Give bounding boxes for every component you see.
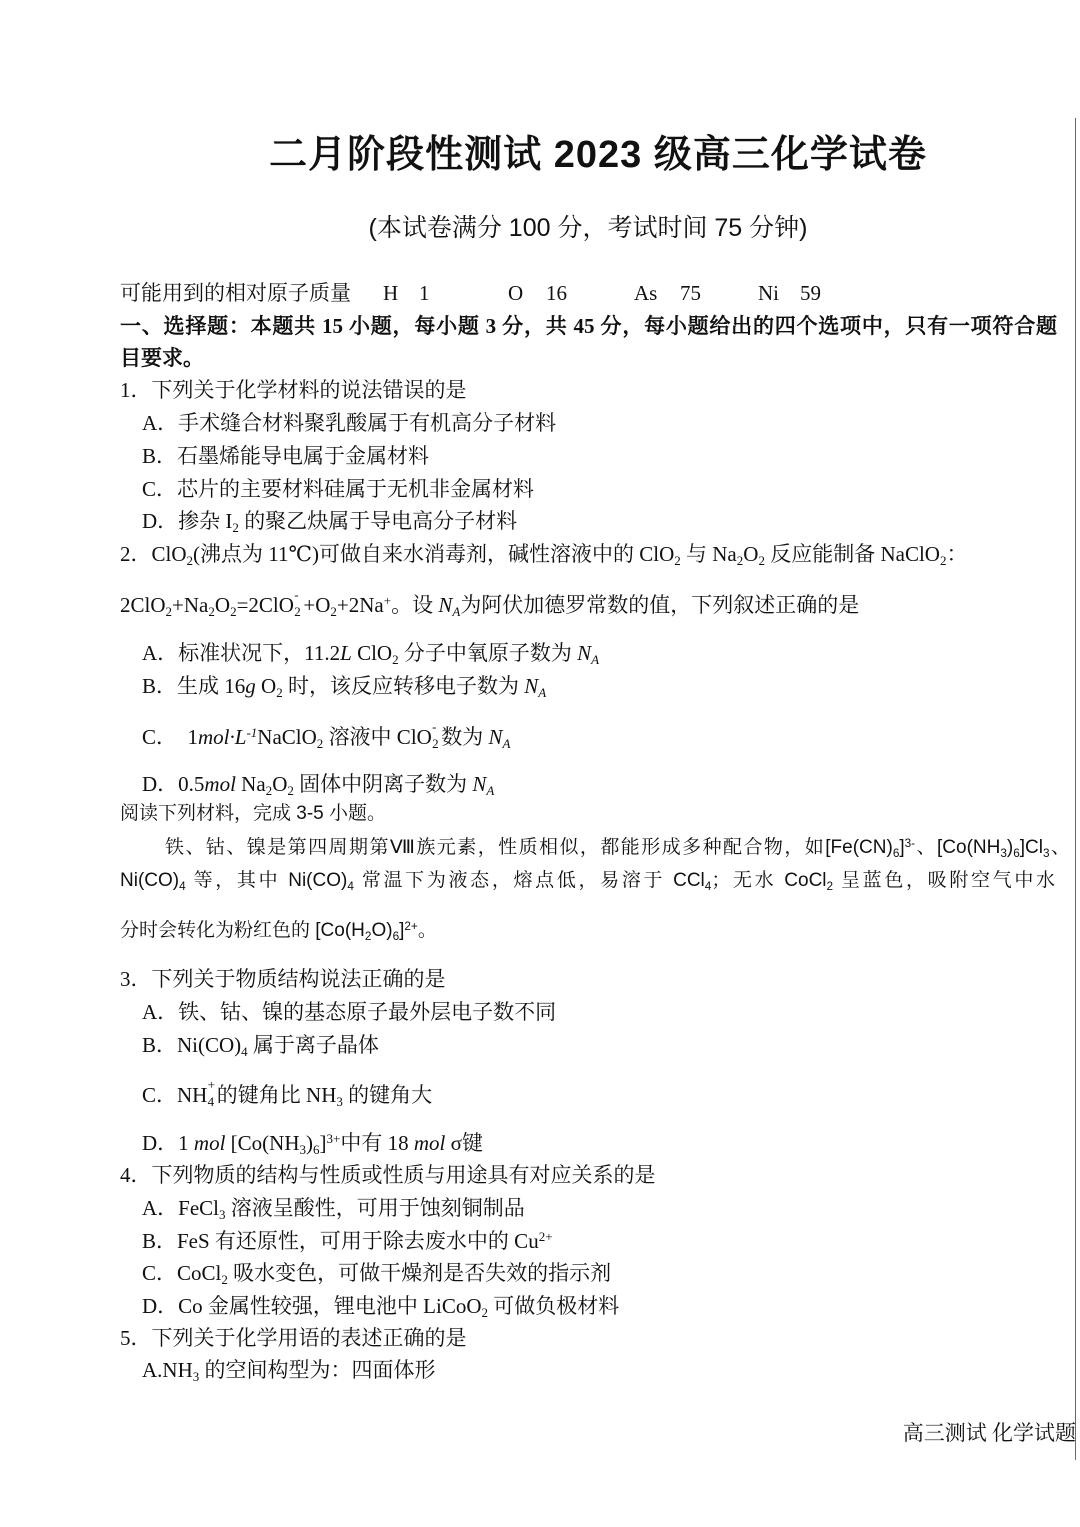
subscript: 2	[221, 1271, 228, 1287]
atomic-mass-line	[0, 278, 1080, 308]
ion-charge-stack	[294, 587, 303, 620]
subscript: 4	[207, 1094, 215, 1110]
superscript: -	[432, 719, 437, 735]
text-run: 。设	[391, 593, 439, 617]
exam-title: 二月阶段性测试 2023 级高三化学试卷	[269, 134, 927, 176]
reading-passage-line	[120, 916, 437, 946]
text-run: +Na	[172, 593, 209, 617]
element-mass: 16	[546, 281, 567, 305]
text-run: ]Cl	[1019, 837, 1043, 858]
text-run: A.NH	[142, 1358, 193, 1382]
question-1-option-d	[142, 506, 517, 536]
subscript: 3	[1000, 846, 1007, 860]
question-3-option-a	[142, 997, 556, 1027]
text-run: 的键角比 NH	[216, 1083, 337, 1107]
section-heading-continued: 目要求。	[120, 346, 204, 370]
text-run: B．Ni(CO)	[142, 1033, 242, 1057]
text-run: D．1	[142, 1131, 194, 1155]
subscript: 2	[432, 736, 439, 752]
text-run: D．0.5	[142, 772, 205, 796]
superscript: 3+	[326, 1130, 341, 1146]
element-symbol: Ni	[758, 281, 779, 305]
text-run: 呈蓝色，吸附空气中水	[833, 870, 1056, 891]
text-run: 。	[417, 920, 437, 941]
question-1-option-a	[142, 408, 556, 438]
italic-run: mol	[193, 1131, 226, 1155]
subscript: 2	[265, 782, 273, 798]
question-2-option-b	[142, 671, 546, 701]
italic-superscript: -1	[246, 724, 258, 740]
text-run: 溶液中 ClO	[323, 725, 432, 749]
reading-instruction: 阅读下列材料，完成 3-5 小题。	[120, 803, 387, 824]
subscript: 2	[232, 519, 239, 535]
text-run: NaClO	[257, 725, 317, 749]
subscript: 2	[287, 782, 294, 798]
subscript: 2	[392, 651, 399, 667]
subscript: 2	[939, 552, 947, 568]
italic-run: N	[438, 593, 453, 617]
reading-passage-line	[120, 833, 1070, 863]
element-mass: 1	[419, 281, 430, 305]
text-run: 溶液呈酸性，可用于蚀刻铜制品	[225, 1196, 525, 1220]
text-run: ；无水 CoCl	[711, 870, 827, 891]
text-run: B．FeS 有还原性，可用于除去废水中的 Cu	[142, 1229, 539, 1253]
italic-run: N	[577, 641, 592, 665]
question-1-stem	[120, 375, 467, 405]
question-4-option-b	[142, 1226, 553, 1256]
italic-run: L	[340, 641, 352, 665]
subscript: 3	[219, 1206, 226, 1222]
text-run: ：	[946, 542, 968, 566]
text-run: A．FeCl	[142, 1196, 220, 1220]
text-run: 时，该反应转移电子数为	[282, 674, 525, 698]
text-run: ]	[899, 837, 905, 858]
text-run: A．手术缝合材料聚乳酸属于有机高分子材料	[142, 411, 557, 435]
subscript: 4	[704, 879, 712, 893]
element-symbol: As	[634, 281, 658, 305]
text-run: Ni(CO)	[120, 870, 180, 891]
text-run: 、[Co(NH	[915, 837, 1001, 858]
text-run: 中有 18	[340, 1131, 414, 1155]
subscript: 4	[241, 1043, 248, 1059]
text-run: O	[214, 593, 231, 617]
italic-subscript: A	[591, 651, 600, 667]
text-run: =2ClO	[236, 593, 294, 617]
subscript: 6	[313, 1141, 320, 1157]
page-edge-line	[1075, 118, 1076, 1460]
superscript: -	[294, 587, 299, 603]
superscript: +	[207, 1077, 215, 1093]
superscript: +	[383, 592, 392, 608]
text-run: 反应能制备 NaClO	[764, 542, 940, 566]
italic-run: mol·L	[198, 725, 247, 749]
element-symbol: O	[508, 281, 524, 305]
text-run: ClO	[351, 641, 393, 665]
question-1-option-c	[142, 474, 534, 504]
text-run: 4．下列物质的结构与性质或性质与用途具有对应关系的是	[120, 1163, 656, 1187]
superscript: 2+	[404, 919, 418, 933]
text-run: )	[306, 1131, 314, 1155]
italic-run: N	[488, 725, 503, 749]
subscript: 3	[192, 1368, 200, 1384]
exam-subtitle: (本试卷满分 100 分，考试时间 75 分钟)	[368, 214, 808, 242]
question-4-stem	[120, 1160, 656, 1190]
question-2-stem	[120, 539, 967, 569]
subscript: 2	[364, 929, 372, 943]
question-1-option-b	[142, 441, 429, 471]
subscript: 4	[179, 879, 186, 893]
text-run: ]	[399, 920, 405, 941]
page-footer: 高三测试 化学试题	[902, 1421, 1076, 1445]
text-run: B．石墨烯能导电属于金属材料	[142, 444, 430, 468]
text-run: 5．下列关于化学用语的表述正确的是	[120, 1326, 467, 1350]
text-run: 的聚乙炔属于导电高分子材料	[238, 509, 518, 533]
ion-charge-stack	[432, 719, 441, 752]
ion-charge-stack	[207, 1077, 216, 1110]
text-run: 与 Na	[680, 542, 737, 566]
italic-subscript: A	[502, 735, 511, 751]
text-run: O	[255, 674, 277, 698]
italic-subscript: A	[452, 603, 461, 619]
text-run: 为阿伏加德罗常数的值，下列叙述正确的是	[460, 593, 860, 617]
text-run: D．Co 金属性较强，锂电池中 LiCoO	[142, 1294, 482, 1318]
text-run: ]	[319, 1131, 327, 1155]
text-run: 属于离子晶体	[247, 1033, 379, 1057]
question-2-option-a	[142, 638, 599, 668]
subscript: 6	[1013, 846, 1020, 860]
question-4-option-d	[142, 1291, 619, 1321]
subscript: 2	[230, 603, 237, 619]
subscript: 2	[316, 735, 324, 751]
element-symbol: H	[383, 281, 399, 305]
text-run: 可做负极材料	[488, 1294, 620, 1318]
text-run: 数为	[441, 725, 489, 749]
element-mass: 75	[680, 281, 701, 305]
subscript: 2	[736, 552, 744, 568]
italic-run: mol	[204, 772, 236, 796]
text-run: 分子中氧原子数为	[398, 641, 578, 665]
subscript: 2	[294, 604, 301, 620]
italic-run: mol	[413, 1131, 446, 1155]
subscript: 4	[347, 879, 354, 893]
subscript: 2	[826, 879, 834, 893]
subscript: 2	[330, 603, 337, 619]
text-run: 的空间构型为：四面体形	[199, 1358, 436, 1382]
text-run: [Co(NH	[225, 1131, 300, 1155]
subscript: 2	[165, 603, 173, 619]
question-4-option-c	[142, 1258, 611, 1288]
italic-run: g	[245, 674, 256, 698]
element-mass: 59	[800, 281, 821, 305]
text-run: O)	[371, 920, 393, 941]
question-2-equation	[120, 587, 860, 620]
subscript: 2	[758, 552, 765, 568]
question-2-option-d	[142, 769, 494, 799]
italic-subscript: A	[486, 782, 495, 798]
subscript: 2	[481, 1304, 489, 1320]
question-2-option-c	[142, 719, 511, 752]
text-run: A．铁、钴、镍的基态原子最外层电子数不同	[142, 1000, 557, 1024]
text-run: 2．ClO	[120, 542, 187, 566]
subscript: 2	[208, 603, 215, 619]
text-run: 的键角大	[342, 1083, 433, 1107]
text-run: 固体中阴离子数为	[293, 772, 473, 796]
text-run: C．NH	[142, 1083, 208, 1107]
subscript: 3	[1043, 846, 1050, 860]
text-run: 1．下列关于化学材料的说法错误的是	[120, 378, 467, 402]
italic-run: N	[524, 674, 539, 698]
superscript: 2+	[538, 1228, 553, 1244]
text-run: A．标准状况下，11.2	[142, 641, 341, 665]
text-run: )	[1006, 837, 1014, 858]
subscript: 3	[299, 1141, 307, 1157]
question-3-option-c	[142, 1077, 433, 1110]
subscript: 2	[276, 684, 283, 700]
italic-subscript: A	[538, 684, 547, 700]
text-run: O	[743, 542, 759, 566]
superscript: 3-	[904, 836, 916, 850]
text-run: 2ClO	[120, 593, 166, 617]
subscript: 3	[336, 1093, 343, 1109]
question-3-option-d	[142, 1128, 483, 1158]
question-4-option-a	[142, 1193, 525, 1223]
text-run: 吸水变色，可做干燥剂是否失效的指示剂	[227, 1261, 612, 1285]
text-run: 铁、钴、镍是第四周期第Ⅷ族元素，性质相似，都能形成多种配合物，如[Fe(CN)	[165, 837, 893, 858]
text-run: B．生成 16	[142, 674, 246, 698]
text-run: +2Na	[336, 593, 384, 617]
text-run: 3．下列关于物质结构说法正确的是	[120, 967, 446, 991]
text-run: σ键	[445, 1131, 483, 1155]
text-run: C． 1	[142, 725, 199, 749]
question-3-stem	[120, 964, 446, 994]
subscript: 2	[186, 552, 194, 568]
text-run: O	[272, 772, 288, 796]
section-heading: 一、选择题：本题共 15 小题，每小题 3 分，共 45 分，每小题给出的四个选项中，只有一项符合题	[120, 314, 1057, 338]
text-run: D．掺杂 I	[142, 509, 233, 533]
question-3-option-b	[142, 1030, 379, 1060]
text-run: C．CoCl	[142, 1261, 222, 1285]
text-run: 分时会转化为粉红色的 [Co(H	[120, 920, 365, 941]
text-run: C．芯片的主要材料硅属于无机非金属材料	[142, 477, 535, 501]
text-run: Na	[235, 772, 266, 796]
subscript: 6	[392, 929, 400, 943]
subscript: 2	[674, 552, 681, 568]
text-run: 常温下为液态，熔点低，易溶于 CCl	[353, 870, 705, 891]
text-run: (沸点为 11℃)可做自来水消毒剂，碱性溶液中的 ClO	[193, 542, 675, 566]
reading-passage-line	[120, 866, 1055, 896]
italic-run: N	[472, 772, 487, 796]
text-run: +O	[303, 593, 331, 617]
text-run: 、	[1049, 837, 1070, 858]
text-run: 等，其中 Ni(CO)	[185, 870, 348, 891]
question-5-stem	[120, 1323, 467, 1353]
subscript: 6	[892, 846, 900, 860]
atomic-mass-label: 可能用到的相对原子质量	[120, 281, 351, 305]
question-5-option-a	[142, 1355, 436, 1385]
